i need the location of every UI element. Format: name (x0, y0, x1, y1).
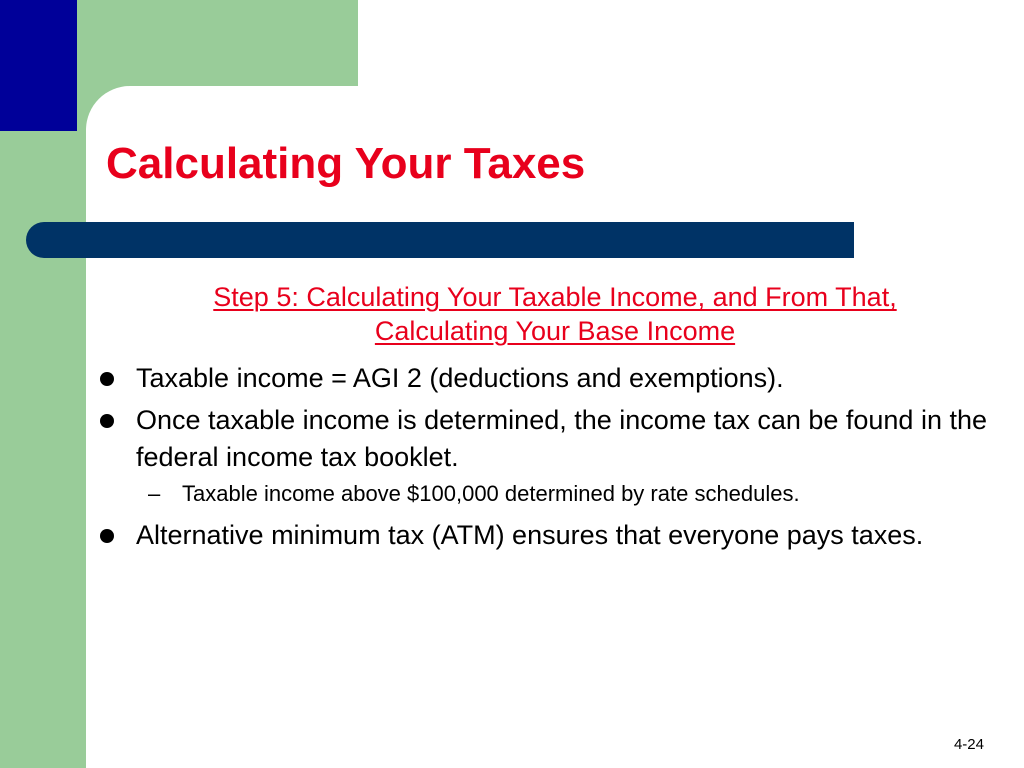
subheading-line-1: Step 5: Calculating Your Taxable Income, and From That, (213, 282, 897, 312)
white-panel-top (358, 0, 1024, 90)
bullet-dot-icon (100, 414, 114, 428)
page-number: 4-24 (953, 736, 984, 753)
bullet-text: Alternative minimum tax (ATM) ensures that everyone pays taxes. (136, 520, 924, 550)
title-underline-bar (26, 222, 854, 258)
bullet-item (96, 402, 996, 476)
blue-corner-square (0, 0, 77, 131)
step-subheading (110, 280, 1000, 348)
subheading-line-2: Calculating Your Base Income (374, 316, 736, 346)
sub-bullet-text: Taxable income above $100,000 determined by rate schedules. (182, 481, 800, 506)
bullet-text: Once taxable income is determined, the income tax can be found in the federal income tax booklet. (136, 405, 988, 472)
bullet-list (96, 360, 996, 559)
bullet-item (96, 360, 996, 397)
bullet-dot-icon (100, 529, 114, 543)
dash-icon: – (148, 481, 161, 506)
bullet-item (96, 517, 996, 554)
slide-title: Calculating Your Taxes (106, 139, 586, 188)
bullet-text: Taxable income = AGI 2 (deductions and exemptions). (136, 363, 784, 393)
bullet-dot-icon (100, 372, 114, 386)
sub-bullet-item (96, 479, 996, 509)
